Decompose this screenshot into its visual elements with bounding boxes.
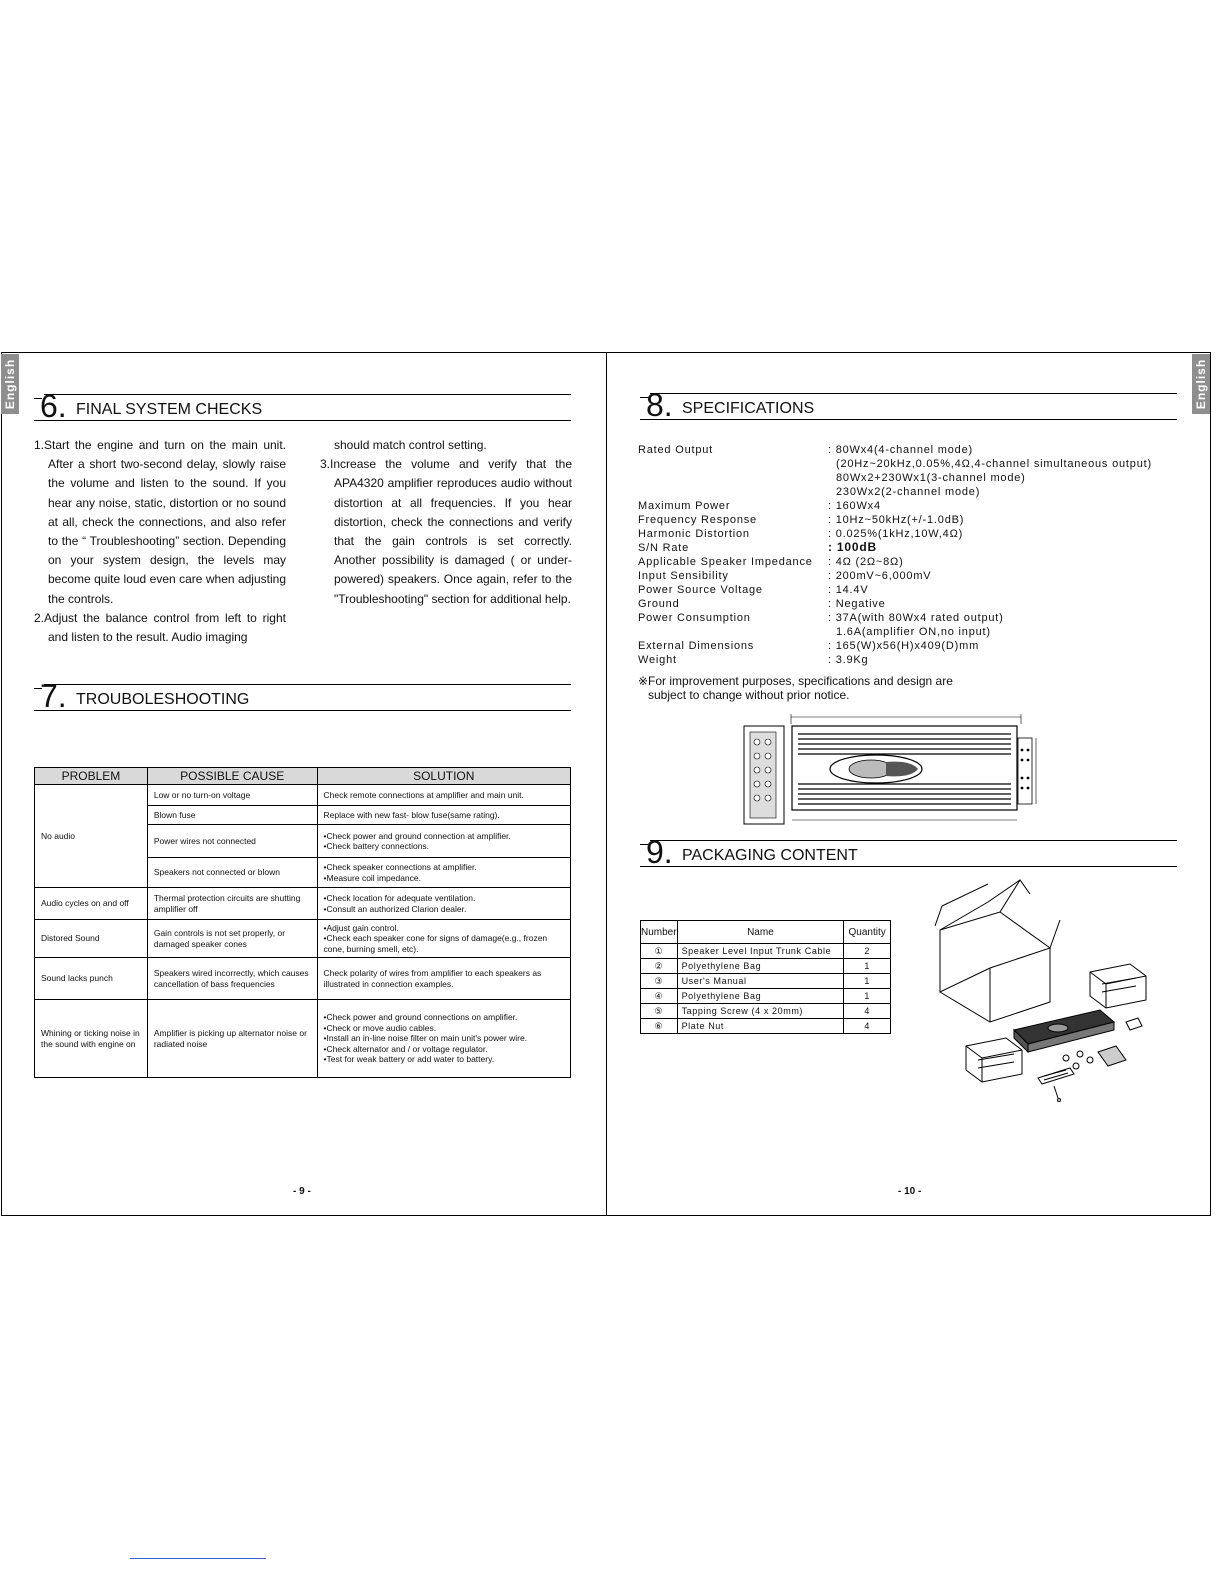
- problem-cell: Audio cycles on and off: [35, 888, 148, 920]
- solution-cell: Check polarity of wires from amplifier to each speakers as illustrated in connection examples.: [317, 958, 570, 1000]
- packaging-table: [640, 920, 891, 1034]
- spec-value: : 10Hz~50kHz(+/-1.0dB): [828, 514, 965, 526]
- spec-value: : Negative: [828, 598, 886, 610]
- cause-cell: Speakers not connected or blown: [147, 858, 317, 888]
- spec-value: 1.6A(amplifier ON,no input): [836, 626, 991, 638]
- header-solution: SOLUTION: [317, 768, 570, 785]
- solution-cell: •Adjust gain control. •Check each speaker cone for signs of damage(e.g., frozen cone, burning smell, etc).: [317, 920, 570, 958]
- solution-cell: •Check power and ground connections on amplifier. •Check or move audio cables. •Install an in-line noise filter on main unit's power wire. •Check alternator and / or voltage regulator. •Test for weak battery or add water to battery.: [317, 1000, 570, 1078]
- spec-label: Applicable Speaker Impedance: [638, 556, 813, 568]
- section-7-title: TROUBOLESHOOTING: [76, 691, 250, 708]
- cause-cell: Speakers wired incorrectly, which causes cancellation of bass frequencies: [147, 958, 317, 1000]
- language-tab-left: English: [1, 354, 19, 414]
- spec-value: : 0.025%(1kHz,10W,4Ω): [828, 528, 964, 540]
- solution-cell: •Check speaker connections at amplifier. •Measure coil impedance.: [317, 858, 570, 888]
- spec-label: Ground: [638, 598, 680, 610]
- problem-cell: Whining or ticking noise in the sound with engine on: [35, 1000, 148, 1078]
- page-number-right: - 10 -: [898, 1186, 922, 1197]
- specifications-note: ※For improvement purposes, specifications and design are subject to change without prior notice.: [638, 674, 953, 702]
- spec-label: Power Consumption: [638, 612, 751, 624]
- table-row: ① Speaker Level Input Trunk Cable 2: [641, 944, 891, 959]
- table-row: ⑤ Tapping Screw (4 x 20mm) 4: [641, 1004, 891, 1019]
- section-6-header: [34, 388, 571, 432]
- section-6-number: 6.: [40, 388, 67, 424]
- spec-label: S/N Rate: [638, 542, 690, 554]
- spec-value: : 160Wx4: [828, 500, 881, 512]
- check-step-1: 1.Start the engine and turn on the main unit. After a short two-second delay, slowly raise the volume and listen to the sound. If you hear any noise, static, distortion or no sound at all, check the connections, and also refer to the “ Troubleshooting” section. Depending on your system design, the levels may become quite loud even care when adjusting the controls.: [34, 438, 286, 606]
- table-row: ② Polyethylene Bag 1: [641, 959, 891, 974]
- header-cause: POSSIBLE CAUSE: [147, 768, 317, 785]
- cause-cell: Gain controls is not set properly, or damaged speaker cones: [147, 920, 317, 958]
- table-row: [35, 920, 571, 958]
- spec-value: 80Wx2+230Wx1(3-channel mode): [836, 472, 1026, 484]
- cause-cell: Power wires not connected: [147, 825, 317, 858]
- spec-value: 230Wx2(2-channel mode): [836, 486, 981, 498]
- section-7-header: [34, 678, 571, 722]
- cause-cell: Low or no turn-on voltage: [147, 785, 317, 806]
- check-step-2-continued: should match control setting.: [334, 438, 487, 452]
- spec-value: : 165(W)x56(H)x409(D)mm: [828, 640, 980, 652]
- section-7-number: 7.: [40, 678, 67, 714]
- cause-cell: Amplifier is picking up alternator noise or radiated noise: [147, 1000, 317, 1078]
- language-tab-right: English: [1192, 354, 1210, 414]
- spec-value: : 80Wx4(4-channel mode): [828, 444, 973, 456]
- table-header-row: [35, 768, 571, 785]
- solution-cell: Replace with new fast- blow fuse(same rating).: [317, 806, 570, 825]
- spec-label: Rated Output: [638, 444, 714, 456]
- section-6-title: FINAL SYSTEM CHECKS: [76, 401, 263, 418]
- table-row: ③ User's Manual 1: [641, 974, 891, 989]
- amplifier-dimension-drawing: [736, 712, 1046, 830]
- section-8-number: 8.: [646, 387, 673, 423]
- spec-value: : 100dB: [828, 540, 877, 554]
- section-8-title: SPECIFICATIONS: [682, 400, 815, 417]
- footer-link-underline: [130, 1558, 266, 1559]
- header-problem: PROBLEM: [35, 768, 148, 785]
- spec-label: Harmonic Distortion: [638, 528, 750, 540]
- spec-value: (20Hz~20kHz,0.05%,4Ω,4-channel simultaneous output): [836, 458, 1152, 470]
- troubleshooting-table: [34, 767, 571, 1078]
- specifications-list: [638, 444, 1198, 674]
- table-header-row: [641, 921, 891, 944]
- spec-label: Input Sensibility: [638, 570, 729, 582]
- page-divider: [606, 352, 607, 1216]
- section-8-header: [640, 387, 1177, 431]
- header-quantity: Quantity: [844, 921, 891, 944]
- spec-value: : 200mV~6,000mV: [828, 570, 932, 582]
- table-row: [35, 1000, 571, 1078]
- section-9-title: PACKAGING CONTENT: [682, 847, 858, 864]
- packaging-exploded-drawing: [930, 872, 1160, 1102]
- table-row: ⑥ Plate Nut 4: [641, 1019, 891, 1034]
- solution-cell: •Check location for adequate ventilation. •Consult an authorized Clarion dealer.: [317, 888, 570, 920]
- check-step-2: 2.Adjust the balance control from left to right and listen to the result. Audio imaging: [34, 610, 286, 645]
- header-name: Name: [677, 921, 844, 944]
- spec-value: : 4Ω (2Ω~8Ω): [828, 556, 904, 568]
- table-row: [35, 785, 571, 806]
- page-number-left: - 9 -: [293, 1186, 311, 1197]
- spec-label: External Dimensions: [638, 640, 755, 652]
- section-6-column-1: [34, 436, 286, 647]
- spec-label: Power Source Voltage: [638, 584, 763, 596]
- spec-label: Frequency Response: [638, 514, 757, 526]
- table-row: ④ Polyethylene Bag 1: [641, 989, 891, 1004]
- table-row: [35, 888, 571, 920]
- cause-cell: Blown fuse: [147, 806, 317, 825]
- spec-value: : 14.4V: [828, 584, 869, 596]
- check-step-3: 3.Increase the volume and verify that the APA4320 amplifier reproduces audio without distortion at all frequencies. If you hear distortion, check the connections and verify that the gain controls is set correctly. Another possibility is damaged ( or under-powered) speakers. Once again, refer to the "Troubleshooting" section for additional help.: [320, 457, 572, 606]
- solution-cell: Check remote connections at amplifier and main unit.: [317, 785, 570, 806]
- spec-value: : 3.9Kg: [828, 654, 869, 666]
- table-row: [35, 958, 571, 1000]
- section-6-column-2: [320, 436, 572, 609]
- header-number: Number: [641, 921, 678, 944]
- spec-label: Weight: [638, 654, 677, 666]
- problem-cell: No audio: [35, 785, 148, 888]
- problem-cell: Sound lacks punch: [35, 958, 148, 1000]
- spec-value: : 37A(with 80Wx4 rated output): [828, 612, 1004, 624]
- solution-cell: •Check power and ground connection at amplifier. •Check battery connections.: [317, 825, 570, 858]
- spec-label: Maximum Power: [638, 500, 731, 512]
- cause-cell: Thermal protection circuits are shutting amplifier off: [147, 888, 317, 920]
- problem-cell: Distored Sound: [35, 920, 148, 958]
- section-9-number: 9.: [646, 834, 673, 870]
